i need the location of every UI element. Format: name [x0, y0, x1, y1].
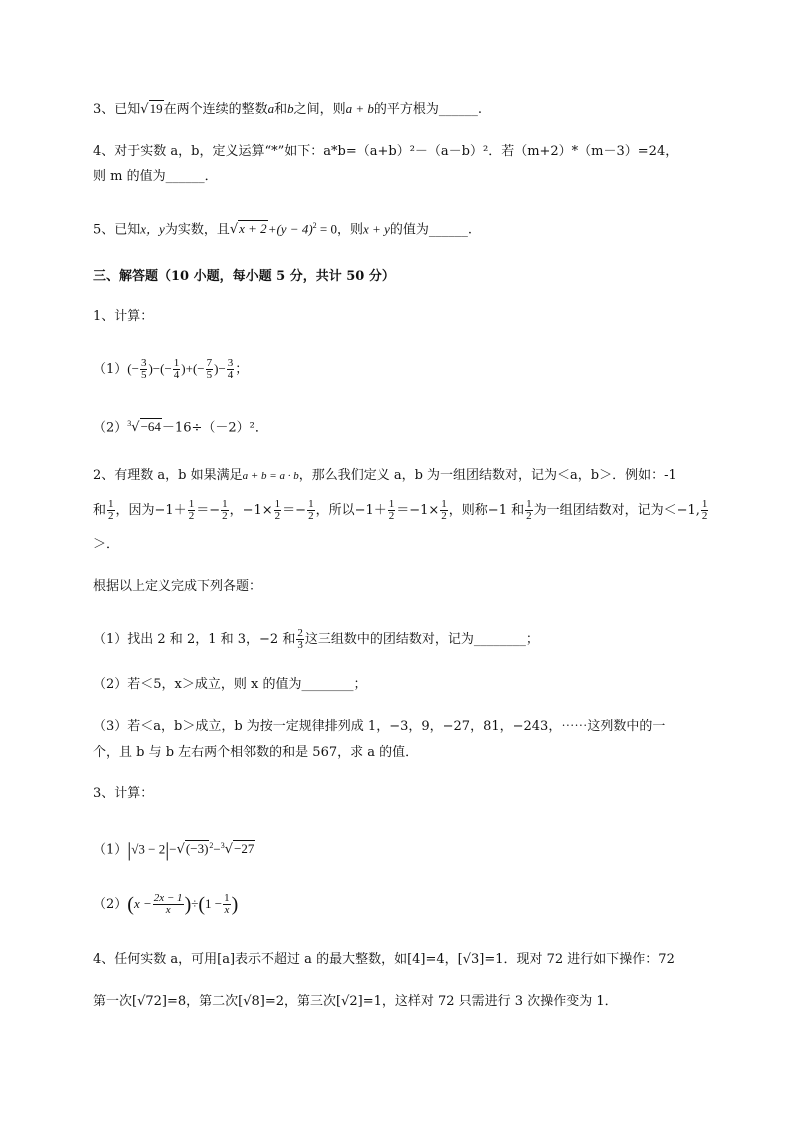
fraction: $\frac{1}{4}$ — [173, 357, 180, 381]
sqrt-19: √19 — [140, 101, 163, 117]
problem-3-title: 3、计算： — [93, 786, 154, 801]
problem-2-line2: 和 $\frac{1}{2}$ ，因为−1＋ $\frac{1}{2}$ ＝− $\frac{1}{2}$ ，−1× $\frac{1}{2}$ ＝− $\frac{1}{2}$ ，所以−1＋ $\frac{1}{2}$ ＝−1× $\frac{1}{2}$ ，则称−1 和 $\frac{1}{2}$ 为一组团结数对，记为＜−1, $\frac{1}{2}$ — [93, 498, 708, 522]
problem-1-title: 1、计算： — [93, 309, 154, 324]
sqrt-x-plus-2: √x + 2 — [229, 221, 267, 238]
fraction: $\frac{7}{5}$ — [206, 357, 213, 381]
problem-1-part-1: （1）(− $\frac{3}{5}$ )−(− $\frac{1}{4}$ )+(− $\frac{7}{5}$ )− $\frac{3}{4}$ ； — [93, 357, 249, 381]
cube-root: √−64 — [131, 419, 161, 436]
problem-2-intro: 根据以上定义完成下列各题： — [93, 579, 263, 594]
question-4-line2: 则 m 的值为______． — [93, 169, 218, 184]
question-5: 5、已知x，y为实数，且$√x + 2+(y - 4)^2 = 0$，则x + y的值为______. — [93, 216, 472, 240]
problem-4-line2: 第一次[√72]=8，第二次[√8]=2，第三次[√2]=1，这样对 72 只需进行 3 次操作变为 1． — [93, 994, 618, 1009]
section-title: 三、解答题（10 小题，每小题 5 分，共计 50 分） — [93, 269, 395, 284]
problem-2-part-3-line2: 个，且 b 与 b 左右两个相邻数的和是 567，求 a 的值． — [93, 745, 419, 760]
question-4-line1: 4、对于实数 a，b，定义运算“*”如下：a*b=（a+b）²－（a－b）²．若（m+2）*（m－3）=24， — [93, 144, 679, 159]
problem-2-line1: 2、有理数 a，b 如果满足a + b = a · b，那么我们定义 a，b 为一组团结数对，记为＜a，b＞．例如：-1 — [93, 468, 677, 483]
question-3: 3、已知√19在两个连续的整数a和b之间，则a + b的平方根为______. — [93, 99, 482, 120]
problem-3-part-2: （2）(x − $\frac{2x - 1}{x}$ )÷(1 − $\frac{1}{x}$ ) — [93, 892, 239, 916]
answer-blank: ______ — [438, 102, 478, 117]
problem-1-part-2: $(2)^3√-64-16\div(-2)^2$． — [93, 414, 268, 438]
problem-4-line1: 4、任何实数 a，可用[a]表示不超过 a 的最大整数，如[4]=4，[√3]=1．现对 72 进行如下操作：72 — [93, 952, 675, 967]
problem-2-part-1: （1）找出 2 和 2，1 和 3，−2 和 $\frac{2}{3}$ 这三组数中的团结数对，记为________； — [93, 627, 539, 651]
problem-2-line3: ＞． — [93, 537, 120, 552]
problem-2-part-2: （2）若＜5，x＞成立，则 x 的值为________； — [93, 677, 367, 692]
problem-2-part-3-line1: （3）若＜a，b＞成立，b 为按一定规律排列成 1，−3，9，−27，81，−243，⋯⋯这列数中的一 — [93, 719, 666, 734]
fraction: $\frac{3}{4}$ — [227, 357, 234, 381]
fraction: $\frac{3}{5}$ — [140, 357, 147, 381]
problem-3-part-1: $(1)|√3 - 2|-√(-3)^2-^3√-27$ — [93, 838, 255, 861]
